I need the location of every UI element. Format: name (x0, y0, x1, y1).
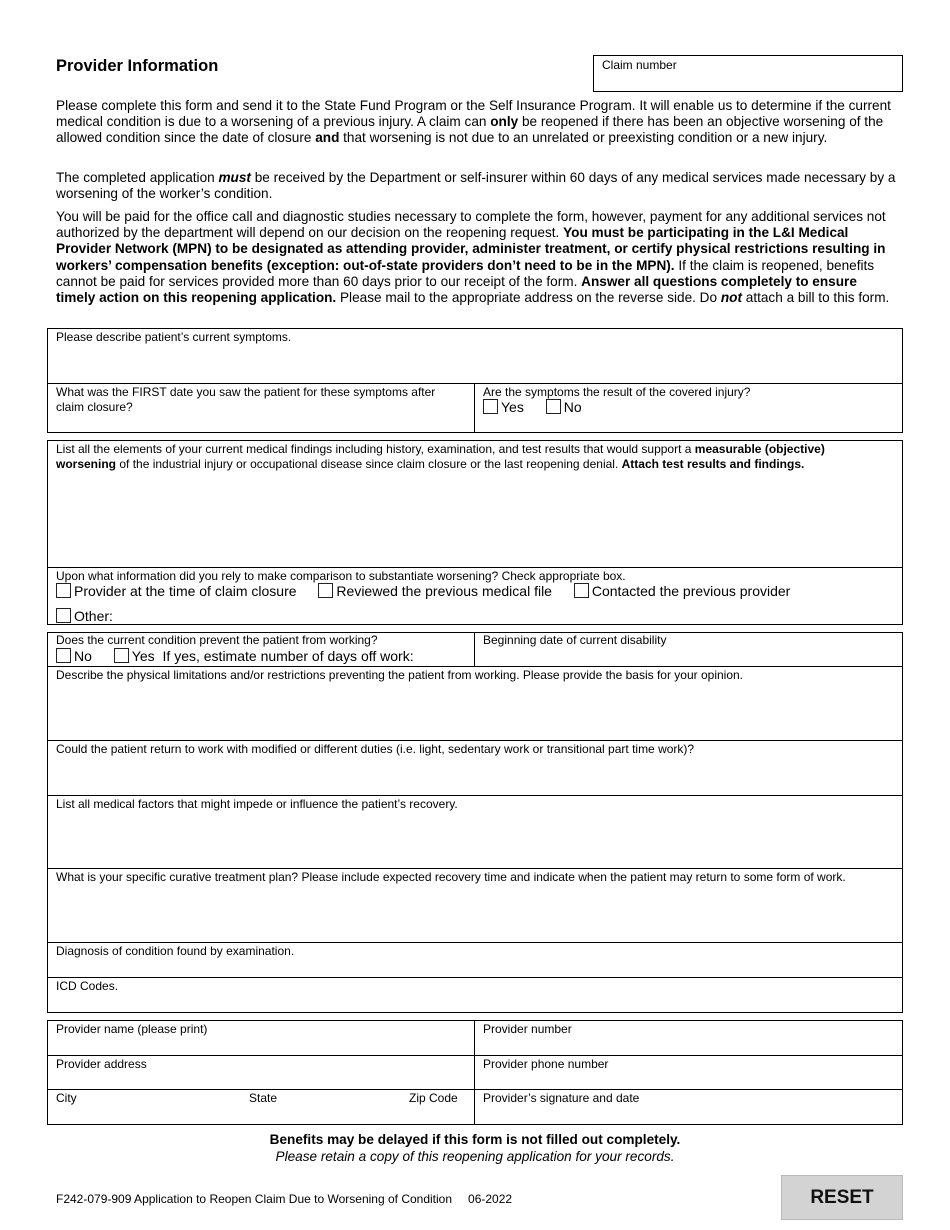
signature-label: Provider’s signature and date (483, 1091, 640, 1105)
reviewed-file-label: Reviewed the previous medical file (336, 583, 552, 599)
covered-no-checkbox[interactable] (546, 399, 561, 414)
findings-emphasis: Attach test results and findings. (621, 456, 805, 471)
intro-emphasis: must (218, 170, 251, 185)
retain-notice: Please retain a copy of this reopening application for your records. (275, 1149, 675, 1164)
medical-findings-field[interactable] (47, 440, 903, 568)
prevent-yes-label: Yes (131, 648, 155, 664)
intro-emphasis: You must be participating in the L&I Medical Provider Network (MPN) to be designated as attending provider, administer treatment, or certify physical restrictions resulting in workers’ compensation benefits (exception: out-of-state providers don’t need to be in the MPN). (56, 225, 886, 273)
intro-text: Please mail to the appropriate address on the reverse side. Do (336, 290, 721, 306)
claim-number-label: Claim number (602, 58, 677, 72)
claim-number-field[interactable] (593, 55, 903, 92)
city-state-zip-field[interactable] (47, 1089, 475, 1125)
intro-paragraph-2 (56, 170, 896, 202)
signature-field[interactable] (474, 1089, 903, 1125)
form-date: 06-2022 (468, 1192, 513, 1206)
intro-text: that worsening is not due to an unrelated or preexisting condition or a new injury. (339, 130, 828, 146)
comparison-label: Upon what information did you rely to make comparison to substantiate worsening? Check appropriate box. (56, 569, 626, 583)
first-date-label: What was the FIRST date you saw the patient for these symptoms after claim closure? (56, 385, 436, 414)
treatment-plan-label: What is your specific curative treatment plan? Please include expected recovery time and indicate when the patient may return to some form of work. (56, 870, 846, 884)
provider-phone-label: Provider phone number (483, 1057, 609, 1071)
contacted-provider-checkbox[interactable] (574, 583, 589, 598)
contacted-provider-label: Contacted the previous provider (591, 583, 791, 599)
covered-no-label: No (563, 399, 582, 415)
provider-phone-field[interactable] (474, 1055, 903, 1090)
beginning-date-label: Beginning date of current disability (483, 633, 667, 647)
symptoms-field[interactable] (47, 328, 903, 384)
icd-codes-label: ICD Codes. (56, 979, 119, 993)
provider-name-label: Provider name (please print) (56, 1022, 208, 1036)
medical-findings-label (56, 442, 886, 471)
intro-text: be reopened if there has been an objective worsening of the allowed condition since the date of closure (56, 114, 884, 146)
intro-text: If the claim is reopened, benefits cannot be paid for services provided more than 60 days prior to our receipt of the form. (56, 257, 875, 289)
intro-text: Please complete this form and send it to the State Fund Program or the Self Insurance Program. It will enable us to determine if the current medical condition is due to a worsening of a previous injury. A claim can (56, 98, 891, 130)
intro-paragraph-3 (56, 209, 896, 306)
intro-emphasis: only (490, 114, 519, 130)
provider-number-field[interactable] (474, 1020, 903, 1056)
prevent-working-group (47, 632, 475, 667)
provider-closure-checkbox[interactable] (56, 583, 71, 598)
provider-closure-label: Provider at the time of claim closure (74, 583, 297, 599)
prevent-working-label: Does the current condition prevent the patient from working? (56, 633, 378, 647)
delay-warning: Benefits may be delayed if this form is not filled out completely. (269, 1132, 681, 1147)
covered-injury-label: Are the symptoms the result of the covered injury? (483, 385, 751, 399)
other-label: Other: (74, 608, 113, 624)
provider-number-label: Provider number (483, 1022, 572, 1036)
findings-text: of the industrial injury or occupational disease since claim closure or the last reopening denial. (116, 456, 622, 471)
covered-injury-options (483, 399, 582, 415)
state-label: State (249, 1091, 278, 1105)
covered-yes-label: Yes (501, 399, 524, 415)
prevent-working-options (56, 648, 414, 664)
intro-text: You will be paid for the office call and diagnostic studies necessary to complete the form, however, payment for any additional services not authorized by the department will depend on our decision on the reopening request. (56, 209, 886, 241)
limitations-field[interactable] (47, 666, 903, 741)
reset-button[interactable]: RESET (781, 1175, 903, 1220)
prevent-yes-checkbox[interactable] (114, 648, 129, 663)
icd-codes-field[interactable] (47, 977, 903, 1013)
diagnosis-label: Diagnosis of condition found by examination. (56, 944, 295, 958)
comparison-options (56, 583, 790, 599)
comparison-group (47, 567, 903, 625)
intro-emphasis: Answer all questions completely to ensure timely action on this reopening application. (56, 273, 857, 306)
intro-paragraph-1 (56, 98, 896, 147)
covered-injury-group (474, 383, 903, 433)
zip-label: Zip Code (409, 1091, 458, 1105)
reviewed-file-checkbox[interactable] (318, 583, 333, 598)
findings-text: List all the elements of your current medical findings including history, examination, and test results that would support a (56, 442, 695, 456)
provider-address-label: Provider address (56, 1057, 147, 1071)
symptoms-label: Please describe patient’s current symptoms. (56, 330, 292, 344)
medical-factors-label: List all medical factors that might impede or influence the patient’s recovery. (56, 797, 458, 811)
city-label: City (56, 1091, 77, 1105)
provider-name-field[interactable] (47, 1020, 475, 1056)
intro-emphasis: not (720, 290, 742, 306)
intro-text: be received by the Department or self-insurer within 60 days of any medical services made necessary by a worsening of the worker’s condition. (56, 170, 896, 202)
other-checkbox[interactable] (56, 608, 71, 623)
prevent-no-label: No (74, 648, 92, 664)
form-identifier (56, 1192, 512, 1206)
first-date-field[interactable] (47, 383, 475, 433)
prevent-no-checkbox[interactable] (56, 648, 71, 663)
page-title: Provider Information (56, 57, 219, 75)
modified-duties-field[interactable] (47, 740, 903, 796)
intro-text: The completed application (56, 170, 219, 185)
days-off-label: If yes, estimate number of days off work: (162, 648, 414, 664)
intro-emphasis: and (315, 130, 340, 146)
beginning-date-field[interactable] (474, 632, 903, 667)
intro-text: attach a bill to this form. (741, 290, 890, 306)
treatment-plan-field[interactable] (47, 868, 903, 943)
covered-yes-checkbox[interactable] (483, 399, 498, 414)
modified-duties-label: Could the patient return to work with modified or different duties (i.e. light, sedentary work or transitional part time work)? (56, 742, 695, 756)
limitations-label: Describe the physical limitations and/or restrictions preventing the patient from working. Please provide the basis for your opinion. (56, 668, 744, 682)
provider-address-field[interactable] (47, 1055, 475, 1090)
findings-emphasis: measurable (objective) worsening (56, 442, 825, 471)
form-id-text: F242-079-909 Application to Reopen Claim Due to Worsening of Condition (56, 1192, 453, 1206)
medical-factors-field[interactable] (47, 795, 903, 869)
other-option (56, 608, 113, 624)
diagnosis-field[interactable] (47, 942, 903, 978)
